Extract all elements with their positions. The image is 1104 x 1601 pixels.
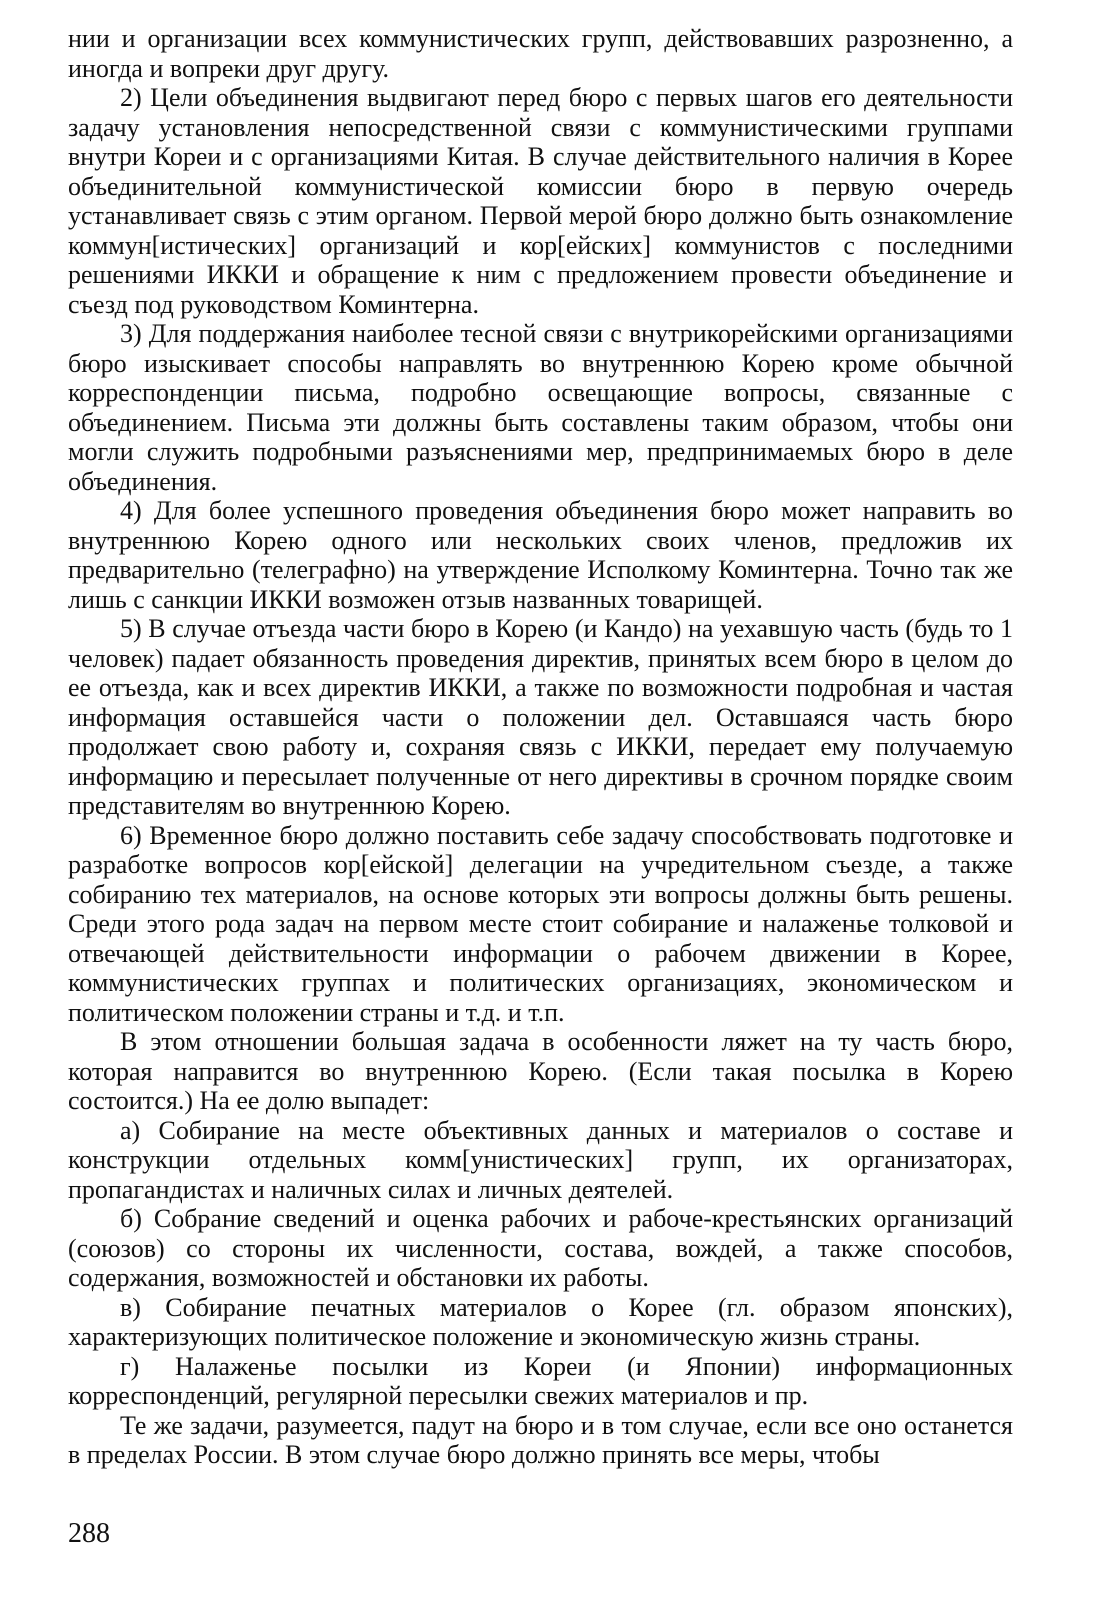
paragraph-item-g: г) Налаженье посылки из Кореи (и Японии) информационных корреспонденций, регулярной пересылки свежих материалов и пр. (68, 1351, 1013, 1410)
page-number: 288 (68, 1518, 110, 1549)
paragraph-point-3: 3) Для поддержания наиболее тесной связи с внутрикорейскими организациями бюро изыскивает способы направлять во внутреннюю Корею кроме обычной корреспонденции письма, подробно освещающие вопросы, связанные с объединением. Письма эти должны быть составлены таким образом, чтобы они могли служить подробными разъяснениями мер, предпринимаемых бюро в деле объединения. (68, 319, 1013, 496)
paragraph-point-6: 6) Временное бюро должно поставить себе задачу способствовать подготовке и разработке вопросов кор[ейской] делегации на учредительном съезде, а также собиранию тех материалов, на основе которых эти вопросы должны быть решены. Среди этого рода задач на первом месте стоит собирание и налаженье толковой и отвечающей действительности информации о рабочем движении в Корее, коммунистических группах и политических организациях, экономическом и политическом положении страны и т.д. и т.п. (68, 820, 1013, 1027)
paragraph-item-v: в) Собирание печатных материалов о Корее (гл. образом японских), характеризующих политическое положение и экономическую жизнь страны. (68, 1292, 1013, 1351)
paragraph-point-2: 2) Цели объединения выдвигают перед бюро с первых шагов его деятельности задачу установления непосредственной связи с коммунистическими группами внутри Кореи и с организациями Китая. В случае действительного наличия в Корее объединительной коммунистической комиссии бюро в первую очередь устанавливает связь с этим органом. Первой мерой бюро должно быть ознакомление коммун[истических] организаций и кор[ейских] коммунистов с последними решениями ИККИ и обращение к ним с предложением провести объединение и съезд под руководством Коминтерна. (68, 83, 1013, 319)
paragraph-korea-task: В этом отношении большая задача в особенности ляжет на ту часть бюро, которая направится во внутреннюю Корею. (Если такая посылка в Корею состоится.) На ее долю выпадет: (68, 1027, 1013, 1115)
paragraph-item-b: б) Собрание сведений и оценка рабочих и рабоче-крестьянских организаций (союзов) со стороны их численности, состава, вождей, а также способов, содержания, возможностей и обстановки их работы. (68, 1204, 1013, 1292)
paragraph-point-5: 5) В случае отъезда части бюро в Корею (и Кандо) на уехавшую часть (будь то 1 человек) падает обязанность проведения директив, принятых всем бюро в целом до ее отъезда, как и всех директив ИККИ, а также по возможности подробная и частая информация оставшейся части о положении дел. Оставшаяся часть бюро продолжает свою работу и, сохраняя связь с ИККИ, передает ему получаемую информацию и пересылает полученные от него директивы в срочном порядке своим представителям во внутреннюю Корею. (68, 614, 1013, 820)
paragraph-final: Те же задачи, разумеется, падут на бюро и в том случае, если все оно останется в пределах России. В этом случае бюро должно принять все меры, чтобы (68, 1410, 1013, 1469)
paragraph-item-a: а) Собирание на месте объективных данных и материалов о составе и конструкции отдельных комм[унистических] групп, их организаторах, пропагандистах и наличных силах и личных деятелей. (68, 1115, 1013, 1204)
paragraph-point-4: 4) Для более успешного проведения объединения бюро может направить во внутреннюю Корею одного или нескольких своих членов, предложив их предварительно (телеграфно) на утверждение Исполкому Коминтерна. Точно так же лишь с санкции ИККИ возможен отзыв названных товарищей. (68, 496, 1013, 614)
document-body (68, 24, 1013, 1470)
paragraph-continuation: нии и организации всех коммунистических групп, действовавших разрозненно, а иногда и вопреки друг другу. (68, 24, 1013, 83)
